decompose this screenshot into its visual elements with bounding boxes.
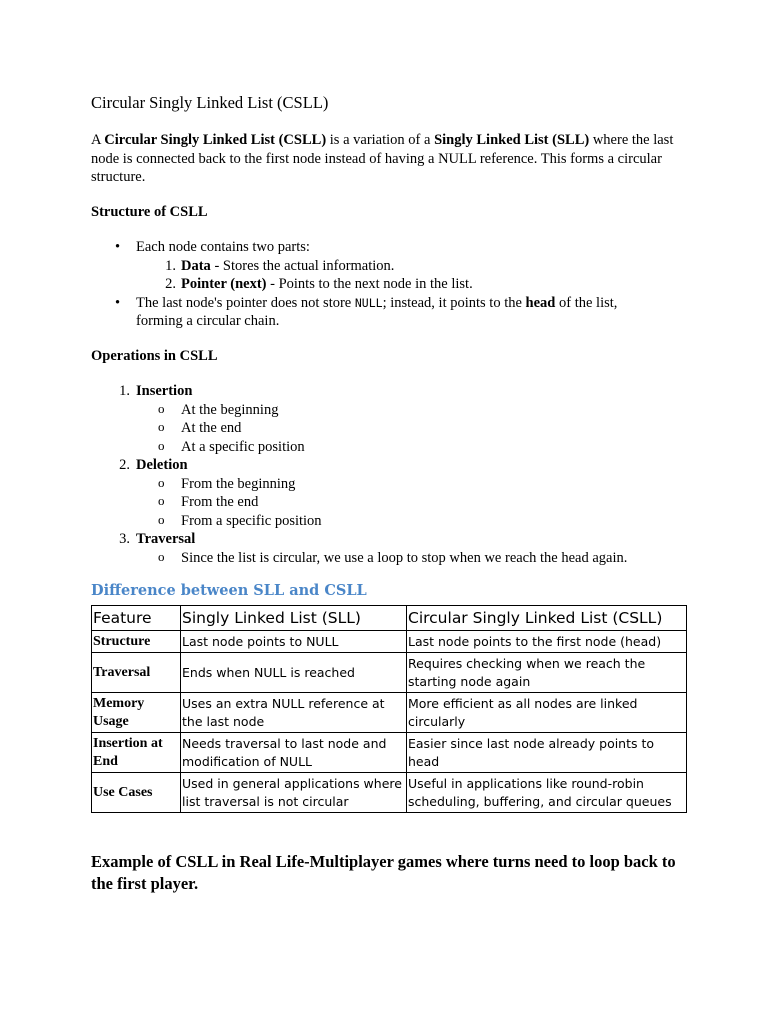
difference-heading: Difference between SLL and CSLL: [91, 582, 367, 599]
row-feature: Traversal: [92, 653, 181, 693]
operation-sublist: [136, 549, 691, 568]
operation-name: Deletion: [136, 457, 188, 473]
structure-bullet: [91, 294, 651, 331]
list-item: o From a specific position: [136, 512, 691, 531]
list-item: o From the end: [136, 493, 691, 512]
list-number: 2.: [165, 276, 176, 292]
operations-heading: Operations in CSLL: [91, 348, 218, 364]
node-part-item: [136, 257, 651, 276]
table-row: [92, 653, 687, 693]
null-code: NULL: [354, 295, 383, 310]
list-item: o At the end: [136, 419, 691, 438]
bullet-text: of the list, forming a circular chain.: [136, 294, 618, 329]
intro-term-csll: Circular Singly Linked List (CSLL): [104, 132, 327, 148]
example-paragraph: Example of CSLL in Real Life-Multiplayer games where turns need to loop back to the first player.: [91, 852, 676, 893]
row-feature: Insertion at End: [92, 733, 181, 773]
table-header-row: [92, 606, 687, 631]
table-row: [92, 773, 687, 813]
csll-cell: Easier since last node already points to head: [407, 733, 687, 773]
sll-cell: Ends when NULL is reached: [181, 653, 407, 693]
intro-paragraph: [91, 131, 681, 187]
column-header: Circular Singly Linked List (CSLL): [407, 606, 687, 631]
bullet-text: The last node's pointer does not store: [136, 294, 355, 311]
intro-text: is a variation of a: [326, 132, 435, 148]
operation-sublist: [136, 475, 691, 531]
operations-list: [91, 382, 691, 567]
list-number: 3.: [119, 531, 130, 547]
operation-item: [91, 456, 691, 530]
csll-cell: Last node points to the first node (head): [407, 631, 687, 653]
sll-cell: Last node points to NULL: [181, 631, 407, 653]
part-term: Pointer (next): [181, 276, 267, 292]
intro-term-sll: Singly Linked List (SLL): [434, 132, 590, 148]
column-header: Singly Linked List (SLL): [181, 606, 407, 631]
structure-list: [91, 238, 651, 331]
sll-cell: Used in general applications where list traversal is not circular: [181, 773, 407, 813]
list-number: 2.: [119, 457, 130, 473]
intro-text: A: [91, 132, 105, 148]
sll-cell: Uses an extra NULL reference at the last node: [181, 693, 407, 733]
list-number: 1.: [165, 257, 176, 274]
operation-sublist: [136, 401, 691, 457]
part-term: Data: [181, 257, 211, 274]
list-item: o From the beginning: [136, 475, 691, 494]
structure-heading: Structure of CSLL: [91, 204, 208, 220]
row-feature: Use Cases: [92, 773, 181, 813]
csll-cell: Useful in applications like round-robin scheduling, buffering, and circular queues: [407, 773, 687, 813]
comparison-table: [91, 605, 687, 813]
operation-name: Insertion: [136, 383, 193, 399]
list-item: o At a specific position: [136, 438, 691, 457]
table-row: [92, 631, 687, 653]
bullet-text: ; instead, it points to the: [382, 294, 526, 311]
node-parts-list: [136, 257, 651, 294]
head-term: head: [525, 294, 556, 311]
table-row: [92, 693, 687, 733]
page-title: Circular Singly Linked List (CSLL): [91, 93, 329, 112]
list-item: o At the beginning: [136, 401, 691, 420]
table-row: [92, 733, 687, 773]
node-part-item: [136, 275, 651, 294]
sll-cell: Needs traversal to last node and modification of NULL: [181, 733, 407, 773]
row-feature: Structure: [92, 631, 181, 653]
part-desc: - Points to the next node in the list.: [266, 276, 473, 292]
part-desc: - Stores the actual information.: [210, 257, 395, 274]
column-header: Feature: [92, 606, 181, 631]
row-feature: Memory Usage: [92, 693, 181, 733]
csll-cell: Requires checking when we reach the starting node again: [407, 653, 687, 693]
operation-name: Traversal: [136, 531, 196, 547]
bullet-text: Each node contains two parts:: [136, 239, 310, 255]
structure-bullet: [91, 238, 651, 294]
list-item: o Since the list is circular, we use a loop to stop when we reach the head again.: [136, 549, 691, 568]
list-number: 1.: [119, 383, 130, 399]
operation-item: [91, 382, 691, 456]
intro-text: where the last node is connected back to the first node instead of having a NULL reference. This forms a circular structure.: [91, 132, 674, 185]
operation-item: [91, 530, 691, 567]
csll-cell: More efficient as all nodes are linked circularly: [407, 693, 687, 733]
